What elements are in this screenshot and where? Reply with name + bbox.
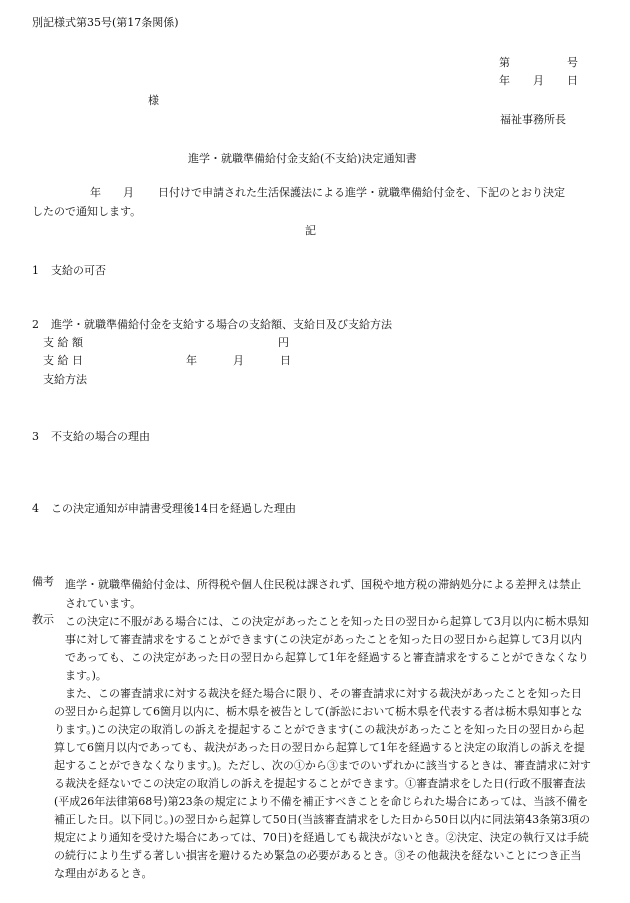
date-month: 月: [533, 74, 544, 87]
payment-date-label: 支 給 日: [43, 354, 83, 367]
item-3: [32, 430, 150, 443]
remarks-section: [32, 575, 592, 883]
amount-label: 支 給 額: [43, 336, 83, 349]
item-3-label: 不支給の場合の理由: [51, 430, 150, 443]
item-3-number: 3: [32, 430, 39, 443]
biko-text: 進学・就職準備給付金は、所得税や個人住民税は課されず、国税や地方税の滞納処分による差押えは禁止されています。: [65, 578, 582, 611]
kyoji-text-2: また、この審査請求に対する裁決を経た場合に限り、その審査請求に対する裁決があったことを知った日の翌日から起算して6箇月以内に、栃木県を被告として(訴訟において栃木県を代表する者は栃木県知事となります。)この決定の取消しの訴えを提起することができます(この裁決があったことを知った日の翌日から起算して6箇月以内であっても、裁決があった日の翌日から起算して1年を経過すると決定の取消しの訴えを提起することができなくなります。)。ただし、次の①から③までのいずれかに該当するときは、審査請求に対する裁決を経ないでこの決定の取消しの訴えを提起することができます。①審査請求をした日(行政不服審査法(平成26年法律第68号)第23条の規定により不備を補正すべきことを命じられた場合にあっては、当該不備を補正した日。以下同じ。)の翌日から起算して50日(当該審査請求をした日から50日以内に同法第43条第3項の規定により通知を受けた場合にあっては、70日)を経過しても裁決がないとき。②決定、決定の執行又は手続の続行により生ずる著しい損害を避けるため緊急の必要があるとき。③その他裁決を経ないことにつき正当な理由があるとき。: [54, 687, 591, 881]
issuer: 福祉事務所長: [500, 113, 566, 126]
intro-year: 年: [90, 186, 101, 199]
payment-date: [186, 354, 291, 367]
ki-marker: 記: [305, 224, 316, 237]
payment-month: 月: [233, 354, 244, 367]
payment-day: 日: [280, 354, 291, 367]
item-4: [32, 502, 296, 515]
number-suffix: 号: [567, 56, 578, 69]
biko-label: 備考: [32, 575, 54, 588]
amount-unit: 円: [278, 336, 289, 349]
document-number: [499, 56, 578, 69]
item-2-label: 進学・就職準備給付金を支給する場合の支給額、支給日及び支給方法: [51, 318, 392, 331]
form-reference: 別記様式第35号(第17条関係): [32, 16, 179, 29]
document-title: 進学・就職準備給付金支給(不支給)決定通知書: [188, 152, 417, 165]
item-4-number: 4: [32, 502, 39, 515]
item-4-label: この決定通知が申請書受理後14日を経過した理由: [51, 502, 296, 515]
item-1: [32, 264, 106, 277]
intro-text: 日付けで申請された生活保護法による進学・就職準備給付金を、下記のとおり決定: [158, 186, 565, 199]
payment-method-label: 支給方法: [43, 373, 87, 386]
biko-row: [32, 575, 592, 613]
addressee-suffix: 様: [148, 94, 159, 107]
kyoji-text-1: この決定に不服がある場合には、この決定があったことを知った日の翌日から起算して3月以内に栃木県知事に対して審査請求をすることができます(この決定があったことを知った日の翌日から起算して3月以内であっても、この決定があった日の翌日から起算して1年を経過すると審査請求をすることができなくなります。)。: [65, 615, 589, 683]
item-1-label: 支給の可否: [51, 264, 106, 277]
item-1-number: 1: [32, 264, 39, 277]
kyoji-row: [32, 613, 592, 685]
intro-month: 月: [123, 186, 134, 199]
date-day: 日: [567, 74, 578, 87]
intro-line-1: [90, 186, 565, 199]
item-2-number: 2: [32, 318, 39, 331]
intro-line-2: したので通知します。: [32, 205, 142, 218]
kyoji-label: 教示: [32, 613, 54, 627]
number-prefix: 第: [499, 56, 510, 69]
payment-year: 年: [186, 354, 197, 367]
document-date: [499, 74, 578, 87]
item-2: [32, 318, 392, 331]
date-year: 年: [499, 74, 510, 87]
